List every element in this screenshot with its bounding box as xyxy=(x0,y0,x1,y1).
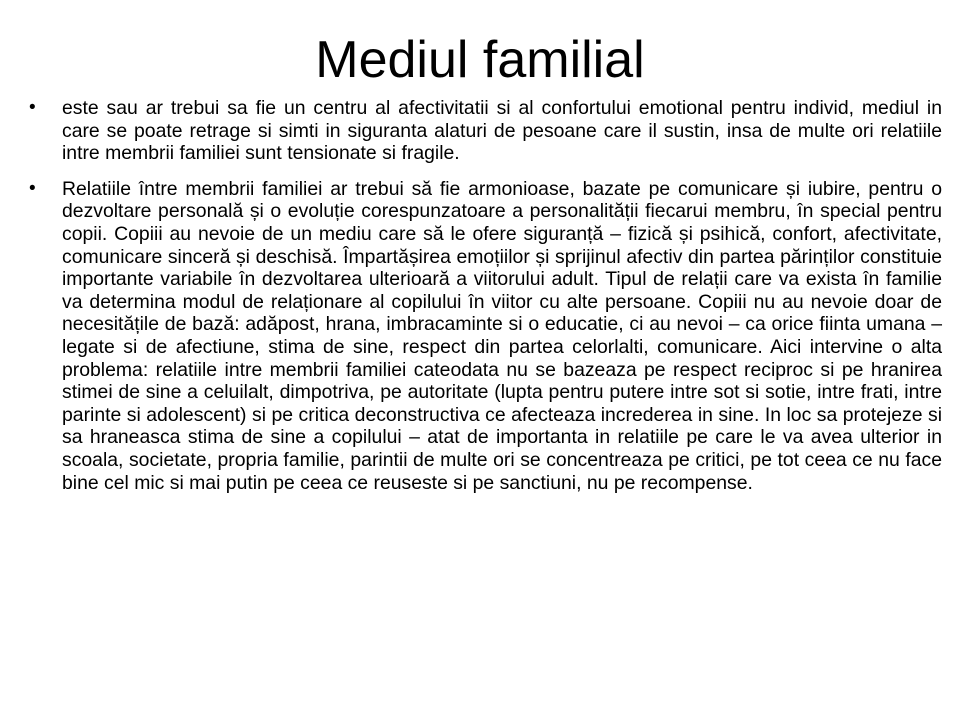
bullet-text-2: Relatiile între membrii familiei ar trebui să fie armonioase, bazate pe comunicare și iubire, pentru o dezvoltare personală și o evoluție corespunzatoare a personalității fiecarui membru, în special pentru copii. Copiii au nevoie de un mediu care să le ofere siguranță – fizică și psihică, confort, afectivitate, comunicare sinceră și deschisă. Împartășirea emoțiilor și sprijinul afectiv din partea părinților constituie importante variabile în dezvoltarea ulterioară a viitorului adult. Tipul de relații care va exista în familie va determina modul de relaționare al copilului în viitor cu alte persoane. Copiii nu au nevoie doar de necesitățile de bază: adăpost, hrana, imbracaminte si o educatie, ci au nevoi – ca orice fiinta umana – legate si de afectiune, stima de sine, respect din partea celorlalti, comunicare. Aici intervine o alta problema: relatiile intre membrii familiei cateodata nu se bazeaza pe respect reciproc si pe hranirea stimei de sine a celuilalt, dimpotriva, pe autoritate (lupta pentru putere intre sot si sotie, intre frati, intre parinte si adolescent) si pe critica deconstructiva ce afecteaza increderea in sine. In loc sa protejeze si sa hraneasca stima de sine a copilului – atat de importanta in relatiile pe care le va avea ulterior in scoala, societate, propria familie, parintii de multe ori se concentreaza pe critici, pe tot ceea ce nu face bine cel mic si mai putin pe ceea ce reuseste si pe sanctiuni, nu pe recompense. xyxy=(62,177,942,494)
bullet-marker: • xyxy=(29,97,36,118)
bullet-list xyxy=(24,97,942,507)
bullet-item-2 xyxy=(24,178,942,494)
bullet-text-1: este sau ar trebui sa fie un centru al afectivitatii si al confortului emotional pentru individ, mediul in care se poate retrage si simti in siguranta alaturi de pesoane care il sustin, insa de multe ori relatiile intre membrii familiei sunt tensionate si fragile. xyxy=(62,97,942,165)
bullet-marker: • xyxy=(29,177,36,199)
slide-title: Mediul familial xyxy=(315,31,645,89)
bullet-item-1 xyxy=(24,97,942,165)
